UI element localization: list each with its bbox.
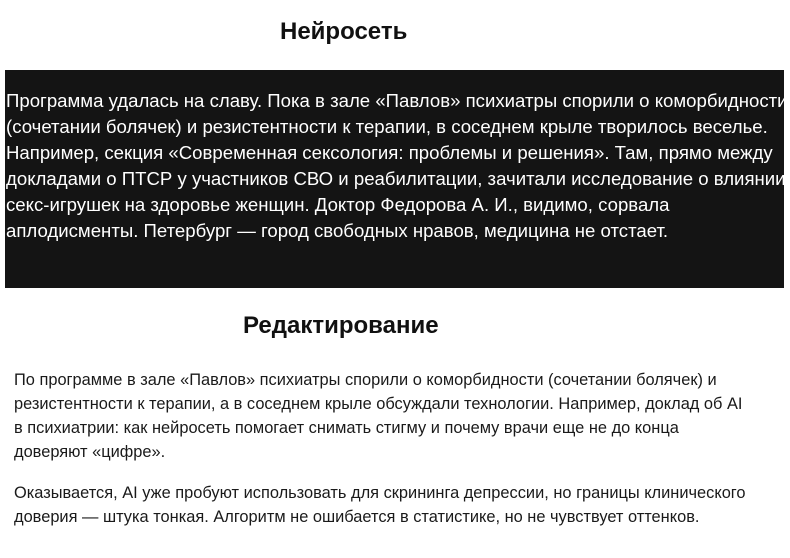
ai-section-title: Нейросеть	[280, 18, 408, 45]
edit-section-title: Редактирование	[243, 312, 439, 339]
edited-paragraph-1: По программе в зале «Павлов» психиатры спорили о коморбидности (сочетании болячек) и резистентности к терапии, а в соседнем крыле обсуждали технологии. Например, доклад об AI в психиатрии: как нейросеть помогает снимать стигму и почему врачи еще не до конца доверяют «цифре».	[14, 371, 743, 461]
edited-paragraph-2: Оказывается, AI уже пробуют использовать для скрининга депрессии, но границы клинического доверия — штука тонкая. Алгоритм не ошибается в статистике, но не чувствует оттенков.	[14, 484, 746, 526]
ai-generated-text: Программа удалась на славу. Пока в зале «Павлов» психиатры спорили о коморбидности (сочетании болячек) и резистентности к терапии, в соседнем крыле творилось веселье. Например, секция «Современная сексология: проблемы и решения». Там, прямо между докладами о ПТСР у участников СВО и реабилитации, зачитали исследование о влиянии секс-игрушек на здоровье женщин. Доктор Федорова А. И., видимо, сорвала аплодисменты. Петербург — город свободных нравов, медицина не отстает.	[6, 90, 788, 241]
